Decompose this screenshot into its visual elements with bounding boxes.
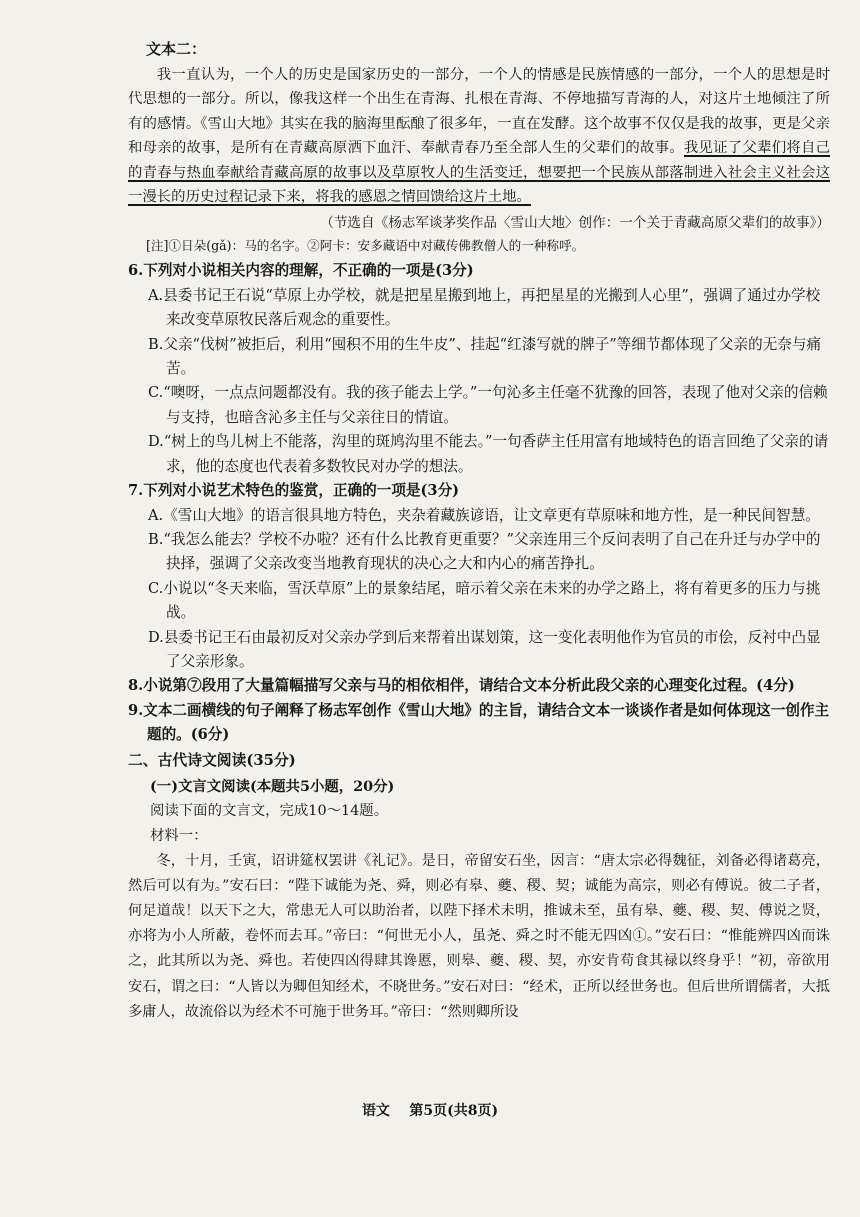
section-2-instruction: 阅读下面的文言文，完成10～14题。 — [150, 802, 389, 819]
footer-page-number: 第5页(共8页) — [409, 1103, 499, 1119]
option-d: D.“树上的鸟儿树上不能落，沟里的斑鸠沟里不能去。”一句香萨主任用富有地域特色的语言回绝了父亲的请求，他的态度也代表着多数牧民对办学的想法。 — [148, 433, 829, 475]
footer-subject: 语文 — [361, 1103, 390, 1119]
question-9: 9.文本二画横线的句子阐释了杨志军创作《雪山大地》的主旨，请结合文本一谈谈作者是如何体现这一创作主题的。(6分) — [128, 701, 830, 744]
question-8: 8.小说第⑦段用了大量篇幅描写父亲与马的相依相伴，请结合文本分析此段父亲的心理变化过程。(4分) — [128, 677, 795, 695]
page-content — [128, 38, 830, 1025]
question-stem: 7.下列对小说艺术特色的鉴赏，正确的一项是(3分) — [128, 482, 460, 500]
text2-body: 我一直认为，一个人的历史是国家历史的一部分，一个人的情感是民族情感的一部分，一个人的思想是时代思想的一部分。所以，像我这样一个出生在青海、扎根在青海、不停地描写青海的人，对这片土地倾注了所有的感情。《雪山大地》其实在我的脑海里酝酿了很多年，一直在发酵。这个故事不仅仅是我的故事，更是父亲和母亲的故事，是所有在青藏高原洒下血汗、奉献青春乃至全部人生的父辈们的故事。 — [128, 67, 830, 157]
text2-note: [注]①日朵(gǎ)：马的名字。②阿卡：安多藏语中对藏传佛教僧人的一种称呼。 — [146, 238, 585, 254]
option-d: D.县委书记王石由最初反对父亲办学到后来帮着出谋划策，这一变化表明他作为官员的市侩，反衬中凸显了父亲形象。 — [148, 628, 821, 670]
section-2-title: 二、古代诗文阅读(35分) — [128, 751, 296, 769]
option-a: A.《雪山大地》的语言很具地方特色，夹杂着藏族谚语，让文章更有草原味和地方性，是一种民间智慧。 — [148, 506, 820, 524]
section-2-subtitle: (一)文言文阅读(本题共5小题，20分) — [150, 777, 395, 795]
option-b: B.父亲“伐树”被拒后，利用“囤积不用的生牛皮”、挂起“红漆写就的牌子”等细节都体现了父亲的无奈与痛苦。 — [148, 335, 822, 378]
option-b: B.“我怎么能去？学校不办啦？还有什么比教育更重要？”父亲连用三个反问表明了自己在升迁与办学中的抉择，强调了父亲改变当地教育现状的决心之大和内心的痛苦挣扎。 — [148, 530, 821, 573]
question-7 — [128, 479, 830, 674]
option-a: A.县委书记王石说“草原上办学校，就是把星星搬到地上，再把星星的光搬到人心里”，强调了通过办学校来改变草原牧民落后观念的重要性。 — [148, 286, 821, 329]
text2-source: （节选自《杨志军谈茅奖作品〈雪山大地〉创作：一个关于青藏高原父辈们的故事》） — [320, 215, 830, 232]
text2-heading: 文本二： — [146, 40, 207, 58]
text2-underlined-sentence: 我见证了父辈们将自己的青春与热血奉献给青藏高原的故事以及草原牧人的生活变迁，想要把一个民族从部落制进入社会主义社会这一漫长的历史过程记录下来，将我的感恩之情回馈给这片土地。 — [128, 140, 830, 206]
question-6 — [128, 259, 830, 479]
text2-paragraph — [128, 63, 830, 209]
option-c: C.“噢呀，一点点问题都没有。我的孩子能去上学。”一句沁多主任毫不犹豫的回答，表现了他对父亲的信赖与支持，也暗含沁多主任与父亲往日的情谊。 — [148, 384, 828, 426]
page-footer — [0, 1100, 860, 1120]
question-stem: 6.下列对小说相关内容的理解，不正确的一项是(3分) — [128, 262, 474, 280]
bleed-through-mark: ‥ — [500, 55, 509, 70]
classical-passage: 冬，十月，壬寅，诏讲筵权罢讲《礼记》。是日，帝留安石坐，因言：“唐太宗必得魏征，刘备必得诸葛亮，然后可以有为。”安石曰：“陛下诚能为尧、舜，则必有皋、夔、稷、契；诚能为高宗，则必有傅说。彼二子者，何足道哉！以天下之大，常患无人可以助治者，以陛下择术未明，推诚未至，虽有皋、夔、稷、契、傅说之贤，亦将为小人所蔽，卷怀而去耳。”帝曰：“何世无小人，虽尧、舜之时不能无四凶①。”安石曰：“惟能辨四凶而诛之，此其所以为尧、舜也。若使四凶得肆其谗慝，则皋、夔、稷、契，亦安肯苟食其禄以终身乎！”初，帝欲用安石，谓之曰：“人皆以为卿但知经术，不晓世务。”安石对曰：“经术，正所以经世务也。但后世所谓儒者，大抵多庸人，故流俗以为经术不可施于世务耳。”帝曰：“然则卿所设 — [128, 852, 830, 1020]
material-label: 材料一： — [150, 827, 208, 844]
option-c: C.小说以“冬天来临，雪沃草原”上的景象结尾，暗示着父亲在未来的办学之路上，将有着更多的压力与挑战。 — [148, 579, 821, 622]
